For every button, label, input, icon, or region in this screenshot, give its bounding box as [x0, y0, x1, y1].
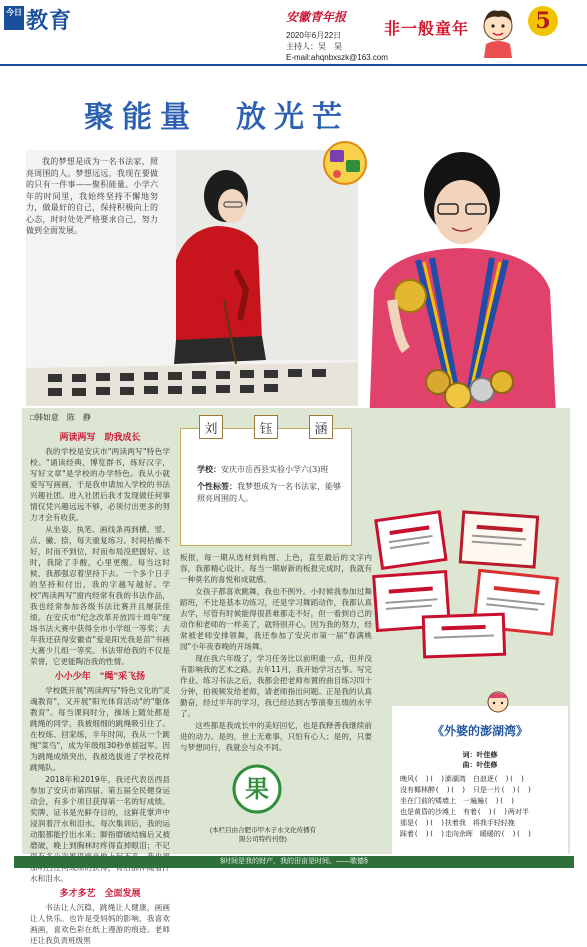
- motto-value: 我梦想成为一名书法家，能够照亮周围的人。: [197, 482, 341, 503]
- sponsor-caption: (本栏目由合肥市甲木子水文化传播有限公司特约刊登): [209, 827, 317, 843]
- song-credits: [392, 750, 568, 770]
- motto-label: 个性标签：: [197, 481, 237, 491]
- byline: □韩如意 陈 静: [30, 413, 91, 422]
- guo-brand-logo: [232, 764, 282, 814]
- lyric-line: 坐在门前的矮墙上 一遍遍( )( ): [400, 797, 515, 805]
- issue-meta: [286, 30, 388, 63]
- footer-quote: §时间是我的财产，我的田亩是时间。——歌德§: [14, 856, 574, 868]
- school-value: 安庆市岳西县实验小学六(3)班: [221, 465, 329, 474]
- paper-name: 安徽青年报: [286, 10, 347, 24]
- section-logo: 教育: [26, 8, 73, 34]
- newspaper-logo-badge: 今日: [4, 6, 24, 30]
- article-column-2: [180, 552, 372, 754]
- song-lyricist: 词：叶佳修: [462, 750, 498, 759]
- song-title: 《外婆的澎湖湾》: [431, 724, 528, 738]
- paragraph: 我的学校是安庆市"两读两写"特色学校。"诵读经典，博览群书，练好汉字，写好文章"是学校的办学特色。我从小就爱写写画画，于是我申请加入学校的书法兴趣社团。进入社团后我才发现做任何事情仅凭兴趣远远不够，必须付出更多的努力才会有收获。: [30, 447, 170, 522]
- article-title: 聚能量 放光芒: [84, 100, 350, 135]
- editor-name: 主持人：吴 昊: [286, 42, 342, 51]
- paragraph: 现在我六年级了，学习任务比以前明重一点，但并没有影响我的艺术之路。去年11月，我开始学习古筝。写完作业、练习书法之后，我都会把老师布置的曲目练习四十分钟，拍视频发给老师，请老师指出问题。正是我的认真勤奋，经过半年的学习，我已经达到古筝演奏五级的水平了。: [180, 654, 372, 718]
- article-column-1: [30, 428, 170, 947]
- subheading-2: 小小少年 "绳"采飞扬: [54, 672, 146, 682]
- cartoon-mascot-icon: [478, 688, 518, 718]
- paragraph: 板报，每一期从选材到构图、上色，直至最后的文字内容，我都精心设计。每当一期崭新的板报完成时，我就有一种莫名的喜悦和成就感。: [180, 553, 372, 584]
- lyric-line: 没有椰林醉( )( ) 只是一片( )( ): [400, 786, 532, 794]
- song-box: [392, 706, 568, 854]
- paragraph: 这些都是我成长中的美好回忆，也是我释善我继续前进的动力。是的，世上无难事，只怕有心人；是的，只要与梦想同行，我就会与众不同。: [180, 721, 372, 752]
- subheading-3: 多才多艺 全面发展: [59, 889, 141, 899]
- paragraph: 2018年和2019年，我还代表岳西县参加了安庆市第四届、第五届全民健身运动会，有多个项目获得第一名的好成绩。奖牌、证书是光鲜夺目的，这鲜花掌声中浸润着汗水和泪水。每次集训后，我的运动服都能拧出水来；脚指磨破结痂后又被磨破，晚上到胸林时疼得直掉眼泪；不记 水和泪水。: [30, 775, 170, 883]
- intro-paragraph: 我的梦想是成为一名书法家，照亮周围的人。梦想远远，我现在要做的只有一件事——聚积能量。小学六年的时间里，我始终坚持不懈地努力，做最好的自己，保持积极向上的心态，时时处处严格要求自己，努力做到全面发展。: [26, 157, 158, 235]
- paragraph: 书法让人沉稳，跳绳让人健康，画画让人快乐。也许是受妈妈的影响，我喜欢画画，喜欢色彩在纸上漫游的痕迹。老师还让我负责班级黑: [30, 903, 170, 945]
- editor-email: E-mail:ahqnbxszk@163.com: [286, 53, 388, 62]
- profile-card: [180, 421, 352, 546]
- school-label: 学校：: [197, 464, 221, 474]
- cartoon-child-icon: [474, 6, 522, 58]
- guo-logo-char: 果: [245, 774, 269, 803]
- lyric-line: 也是黄昏的沙滩上 有着( )( )两对半: [400, 808, 529, 816]
- name-char: 刘: [199, 415, 223, 439]
- issue-date: 2020年6月22日: [286, 31, 342, 40]
- subheading-1: 两读两写 助我成长: [59, 433, 141, 443]
- lyric-line: 那是( )( )扶着我 将我手轻轻挽: [400, 819, 515, 827]
- column-name: 非一般童年: [384, 19, 470, 38]
- section-badge-icon: [322, 140, 368, 186]
- certificates-photo: [372, 508, 566, 660]
- lyric-line: 晚风( )( )澎湖湾 白浪逐( )( ): [400, 775, 525, 783]
- profile-name: [199, 415, 333, 441]
- page-number: 5: [528, 6, 558, 36]
- profile-details: [197, 463, 345, 505]
- name-char: 涵: [309, 415, 333, 439]
- paragraph: 学校既开展"两读两写"特色文化的"灵魂教育"，又开展"阳光体育活动"的"躯体教育"。每当课间时分，操场上随处都是跳绳的同学，我被细细的跳绳吸引住了。在校练、回家练，半年时间，我从一个跳绳"菜鸟"，成为年级组30秒单摇冠军。因为跳绳成绩突出，我被选拔进了学校花样跳绳队。: [30, 686, 170, 772]
- paragraph: 从坐姿、执笔、画线条再到横、竖、点、撇、捺，每天重复练习。时间枯燥不好，时而不到位，时而布局没把握好。这时，我除了手酸，心里更酸。每当这时候，我都强忍着坚持下去。一个多个日子的坚持和付出，我的字越写越好。学校"两读两写"窗内经常有我的书法作品，我也经常参加各级书法比赛并且屡获佳绩。在安庆市"纪念改革开放四十周年"现场书法大赛中获得全市小学组一等奖；去年我还获得安徽省"爱是阳光我是苗"书画大赛少儿组一等奖。书法带给我的不仅是荣誉，它更能陶冶我的性情。: [30, 525, 170, 666]
- song-composer: 曲：叶佳修: [462, 760, 498, 769]
- paragraph: 女孩子都喜欢跳舞，我也不例外。小时候我参加过舞蹈班，不比是基本功练习，还是学习舞蹈动作，我都认真去学，尽管有时候能得很甚难都走不好，但一看到自己的动作和老师的一样美了，就特别开心。因为我的努力，经常被老师安排领舞，我还参加了安庆市第一届"春满桃园"小年夜春晚的开场舞。: [180, 587, 372, 651]
- song-lyrics: [400, 774, 562, 840]
- name-char: 钰: [254, 415, 278, 439]
- lyric-line: 踩着( )( )走向余晖 暖暖的( )( ): [400, 830, 532, 838]
- header-divider: [0, 64, 587, 66]
- page-header: [0, 0, 587, 72]
